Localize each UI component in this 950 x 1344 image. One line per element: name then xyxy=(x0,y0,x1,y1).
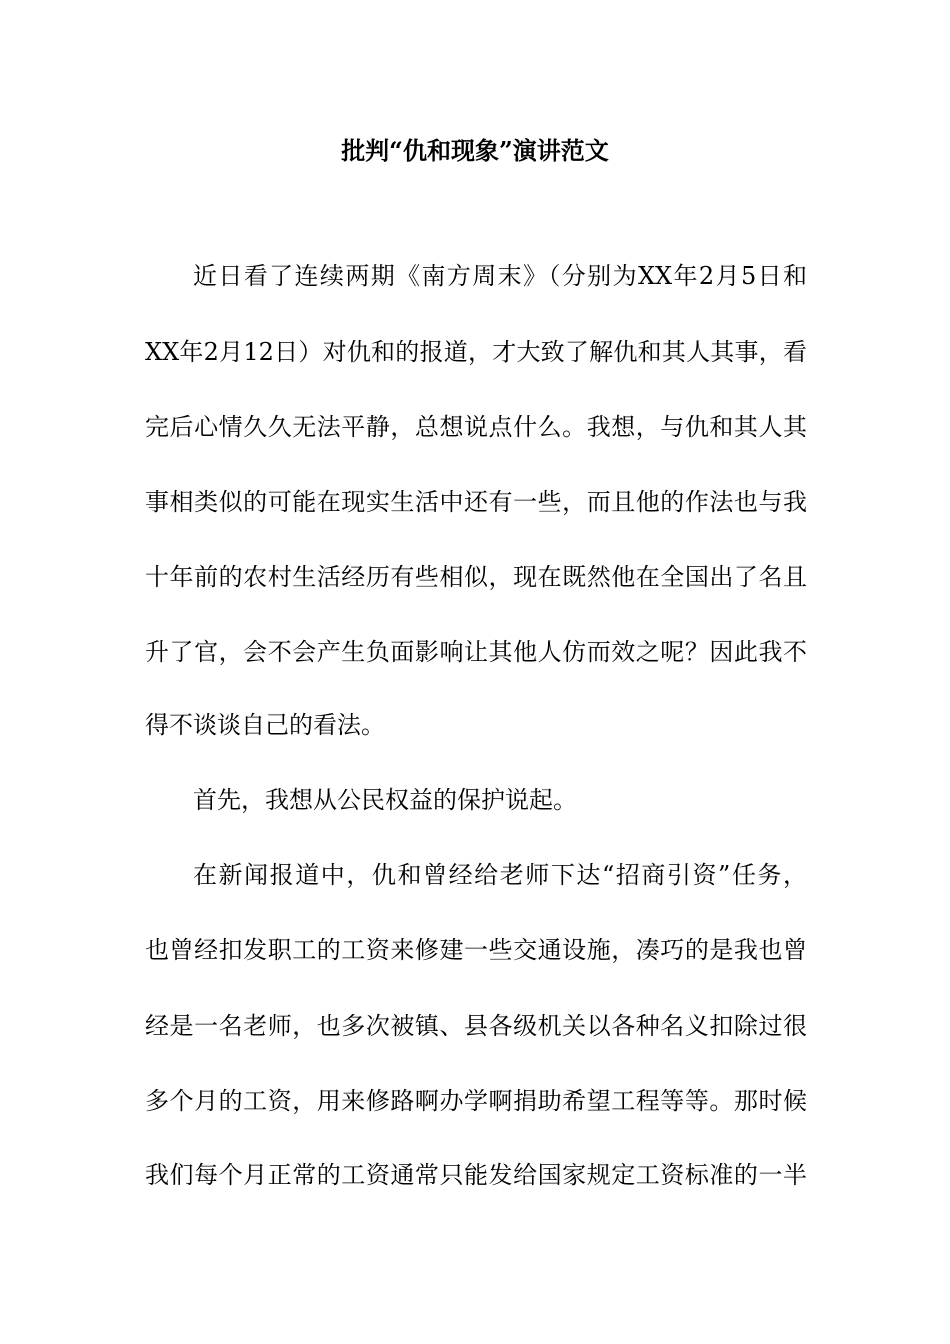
paragraph-line: 经是一名老师，也多次被镇、县各级机关以各种名义扣除过很 xyxy=(145,1012,807,1040)
paragraph-line: XX年2月12日）对仇和的报道，才大致了解仇和其人其事，看 xyxy=(145,338,807,366)
paragraph-line: 在新闻报道中，仇和曾经给老师下达“招商引资”任务， xyxy=(193,861,807,889)
paragraph-line: 升了官，会不会产生负面影响让其他人仿而效之呢？因此我不 xyxy=(145,638,807,666)
paragraph-line: 也曾经扣发职工的工资来修建一些交通设施，凑巧的是我也曾 xyxy=(145,936,807,964)
paragraph-line: 我们每个月正常的工资通常只能发给国家规定工资标准的一半 xyxy=(145,1161,807,1189)
paragraph-line: 十年前的农村生活经历有些相似，现在既然他在全国出了名且 xyxy=(145,563,807,591)
paragraph-line: 多个月的工资，用来修路啊办学啊捐助希望工程等等。那时候 xyxy=(145,1087,807,1115)
paragraph-line: 得不谈谈自己的看法。 xyxy=(145,711,385,739)
paragraph-line: 完后心情久久无法平静，总想说点什么。我想，与仇和其人其 xyxy=(145,413,807,441)
paragraph-line: 近日看了连续两期《南方周末》（分别为XX年2月5日和 xyxy=(193,262,807,290)
document-title: 批判“仇和现象”演讲范文 xyxy=(341,136,609,165)
paragraph-line: 首先，我想从公民权益的保护说起。 xyxy=(193,786,577,814)
paragraph-line: 事相类似的可能在现实生活中还有一些，而且他的作法也与我 xyxy=(145,488,807,516)
